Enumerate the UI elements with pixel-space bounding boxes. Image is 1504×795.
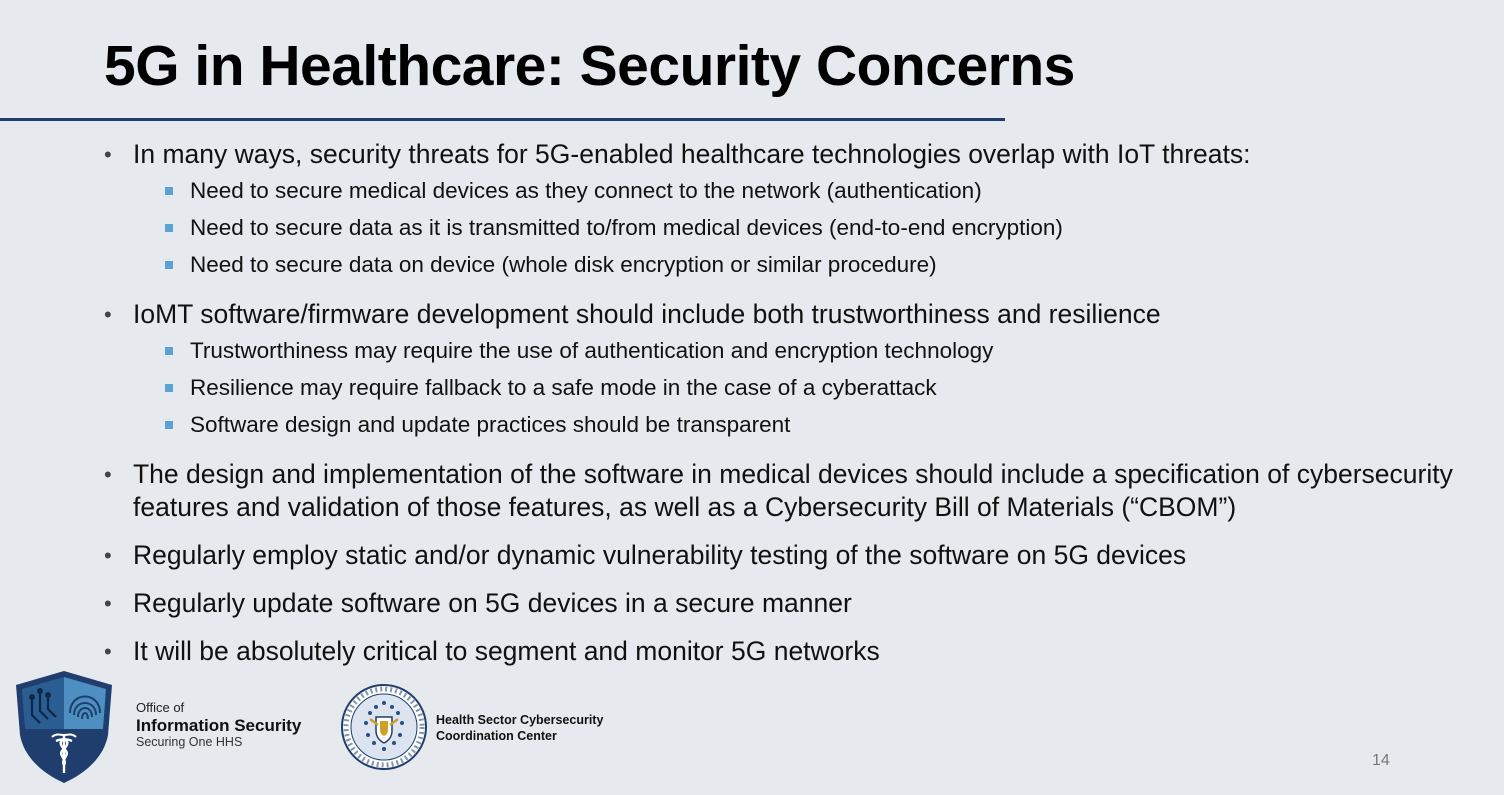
bullet-item [104, 458, 1504, 524]
sub-bullet-item: Need to secure medical devices as they connect to the network (authentication) [133, 172, 1504, 209]
hc3-wordmark [436, 712, 603, 744]
hc3-line-1: Health Sector Cybersecurity [436, 713, 604, 727]
sub-bullet-item: Need to secure data as it is transmitted to/from medical devices (end-to-end encryption) [133, 209, 1504, 246]
hhs-ois-shield-logo-icon [12, 669, 116, 785]
title-divider [0, 118, 1005, 121]
bullet-list [104, 138, 1504, 668]
bullet-item [104, 298, 1504, 443]
hc3-seal-logo-icon [340, 683, 428, 771]
bullet-text: Regularly update software on 5G devices in a secure manner [133, 588, 852, 618]
bullet-text: Regularly employ static and/or dynamic vulnerability testing of the software on 5G devices [133, 540, 1187, 570]
sub-bullet-list [133, 172, 1504, 283]
hc3-line-2: Coordination Center [436, 729, 557, 743]
sub-bullet-item: Resilience may require fallback to a safe mode in the case of a cyberattack [133, 369, 1504, 406]
sub-bullet-item: Need to secure data on device (whole disk encryption or similar procedure) [133, 246, 1504, 283]
bullet-text: IoMT software/firmware development should include both trustworthiness and resilience [133, 299, 1161, 329]
ois-line-3: Securing One HHS [136, 735, 243, 750]
ois-line-2: Information Security [136, 715, 302, 735]
bullet-item [104, 138, 1504, 283]
bullet-item [104, 539, 1504, 572]
slide-title: 5G in Healthcare: Security Concerns [104, 34, 1075, 98]
sub-bullet-item: Trustworthiness may require the use of authentication and encryption technology [133, 332, 1504, 369]
sub-bullet-item: Software design and update practices should be transparent [133, 406, 1504, 443]
ois-wordmark [136, 701, 301, 750]
bullet-text: It will be absolutely critical to segment and monitor 5G networks [133, 636, 880, 666]
bullet-text: In many ways, security threats for 5G-enabled healthcare technologies overlap with IoT threats: [133, 139, 1251, 169]
slide-footer [0, 665, 1504, 795]
sub-bullet-list [133, 332, 1504, 443]
bullet-text: The design and implementation of the software in medical devices should include a specification of cybersecurity features and validation of those features, as well as a Cybersecurity Bill of Materials (“CBOM”) [133, 459, 1453, 522]
bullet-item [104, 635, 1504, 668]
bullet-item [104, 587, 1504, 620]
ois-line-1: Office of [136, 700, 185, 715]
page-number: 14 [1372, 752, 1390, 769]
